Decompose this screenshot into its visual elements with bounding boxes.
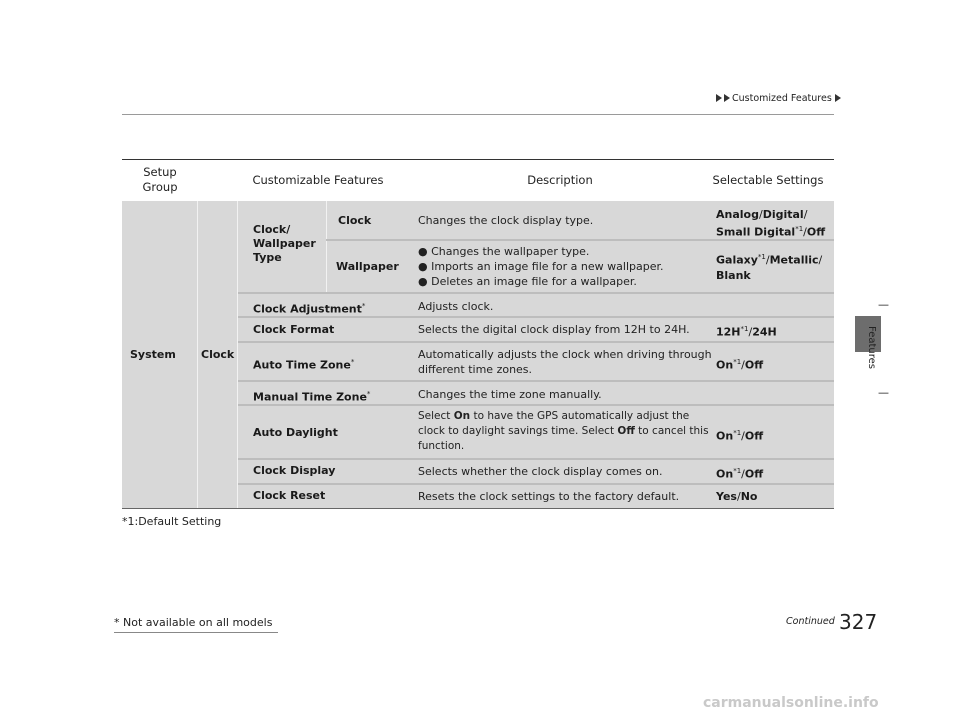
header-settings: Selectable Settings: [712, 173, 824, 187]
feature-name: Auto Time Zone*: [253, 358, 355, 372]
group-label: System: [130, 348, 176, 361]
feature-description: Automatically adjusts the clock when driving through different time zones.: [418, 348, 712, 376]
table-row: [238, 292, 889, 316]
bullet-item: ● Changes the wallpaper type.: [418, 245, 590, 258]
bullet-item: ● Deletes an image file for a wallpaper.: [418, 275, 637, 288]
feature-description: Resets the clock settings to the factory default.: [418, 490, 680, 503]
feature-description: Selects whether the clock display comes on.: [418, 465, 663, 478]
header-features: Customizable Features: [252, 173, 384, 187]
header-description: Description: [527, 173, 593, 187]
bullet-item: ● Imports an image file for a new wallpaper.: [418, 260, 664, 273]
feature-description: [418, 244, 708, 289]
column-divider: [197, 201, 198, 508]
feature-name: Manual Time Zone*: [253, 390, 371, 404]
feature-description: Select On to have the GPS automatically adjust the clock to daylight savings time. Select Off to cancel this function.: [418, 410, 709, 452]
triangle-right-icon: [835, 94, 841, 102]
feature-settings: —: [878, 386, 889, 399]
continued-label: Continued: [786, 616, 835, 627]
header-rule: [122, 114, 834, 115]
feature-name: Clock Reset: [253, 489, 326, 502]
feature-description: Changes the time zone manually.: [418, 388, 602, 401]
subgroup-label: Clock: [201, 348, 235, 361]
feature-settings: Analog/Digital/ Small Digital$^{*1}$/Off: [716, 208, 826, 239]
feature-name: Wallpaper: [336, 260, 399, 273]
table-row: [238, 316, 834, 341]
footer-note: * Not available on all models: [114, 616, 273, 629]
feature-name: Clock Adjustment*: [253, 302, 366, 316]
section-label: Features: [866, 326, 877, 369]
feature-name: Auto Daylight: [253, 426, 338, 439]
table-row: [326, 239, 834, 292]
feature-settings: On$^{*1}$/Off: [716, 358, 764, 372]
table-row: [238, 483, 834, 508]
feature-settings: Galaxy$^{*1}$/Metallic/ Blank: [716, 253, 823, 282]
table-row: [238, 201, 834, 239]
customized-features-table: [122, 159, 889, 509]
default-setting-footnote: *1:Default Setting: [122, 515, 222, 528]
table-row: [238, 341, 834, 380]
triangle-right-icon: [724, 94, 730, 102]
feature-settings: $12H^{*1}/24H$: [716, 325, 777, 339]
feature-clock-wallpaper-type: Clock/ Wallpaper Type: [253, 223, 316, 264]
table-header: [122, 159, 834, 201]
triangle-right-icon: [716, 94, 722, 102]
breadcrumb: [716, 93, 836, 104]
table-row: [238, 404, 834, 458]
footer-rule: [114, 632, 278, 633]
page-number: 327: [839, 610, 878, 634]
watermark: carmanualsonline.info: [703, 695, 879, 711]
feature-name: Clock Display: [253, 464, 336, 477]
feature-name: Clock Format: [253, 323, 335, 336]
feature-name: Clock: [338, 214, 372, 227]
feature-settings: On$^{*1}$/Off: [716, 429, 764, 443]
feature-settings: Yes/No: [716, 490, 758, 503]
feature-description: Changes the clock display type.: [418, 214, 594, 227]
feature-description: Adjusts clock.: [418, 300, 494, 313]
table-row: [238, 458, 834, 483]
feature-description: Selects the digital clock display from 12H to 24H.: [418, 323, 690, 336]
breadcrumb-text: Customized Features: [732, 93, 832, 104]
feature-settings: On$^{*1}$/Off: [716, 467, 764, 481]
feature-settings: —: [878, 298, 889, 311]
header-setup-group: Setup Group: [142, 165, 178, 194]
table-row: [238, 380, 889, 404]
